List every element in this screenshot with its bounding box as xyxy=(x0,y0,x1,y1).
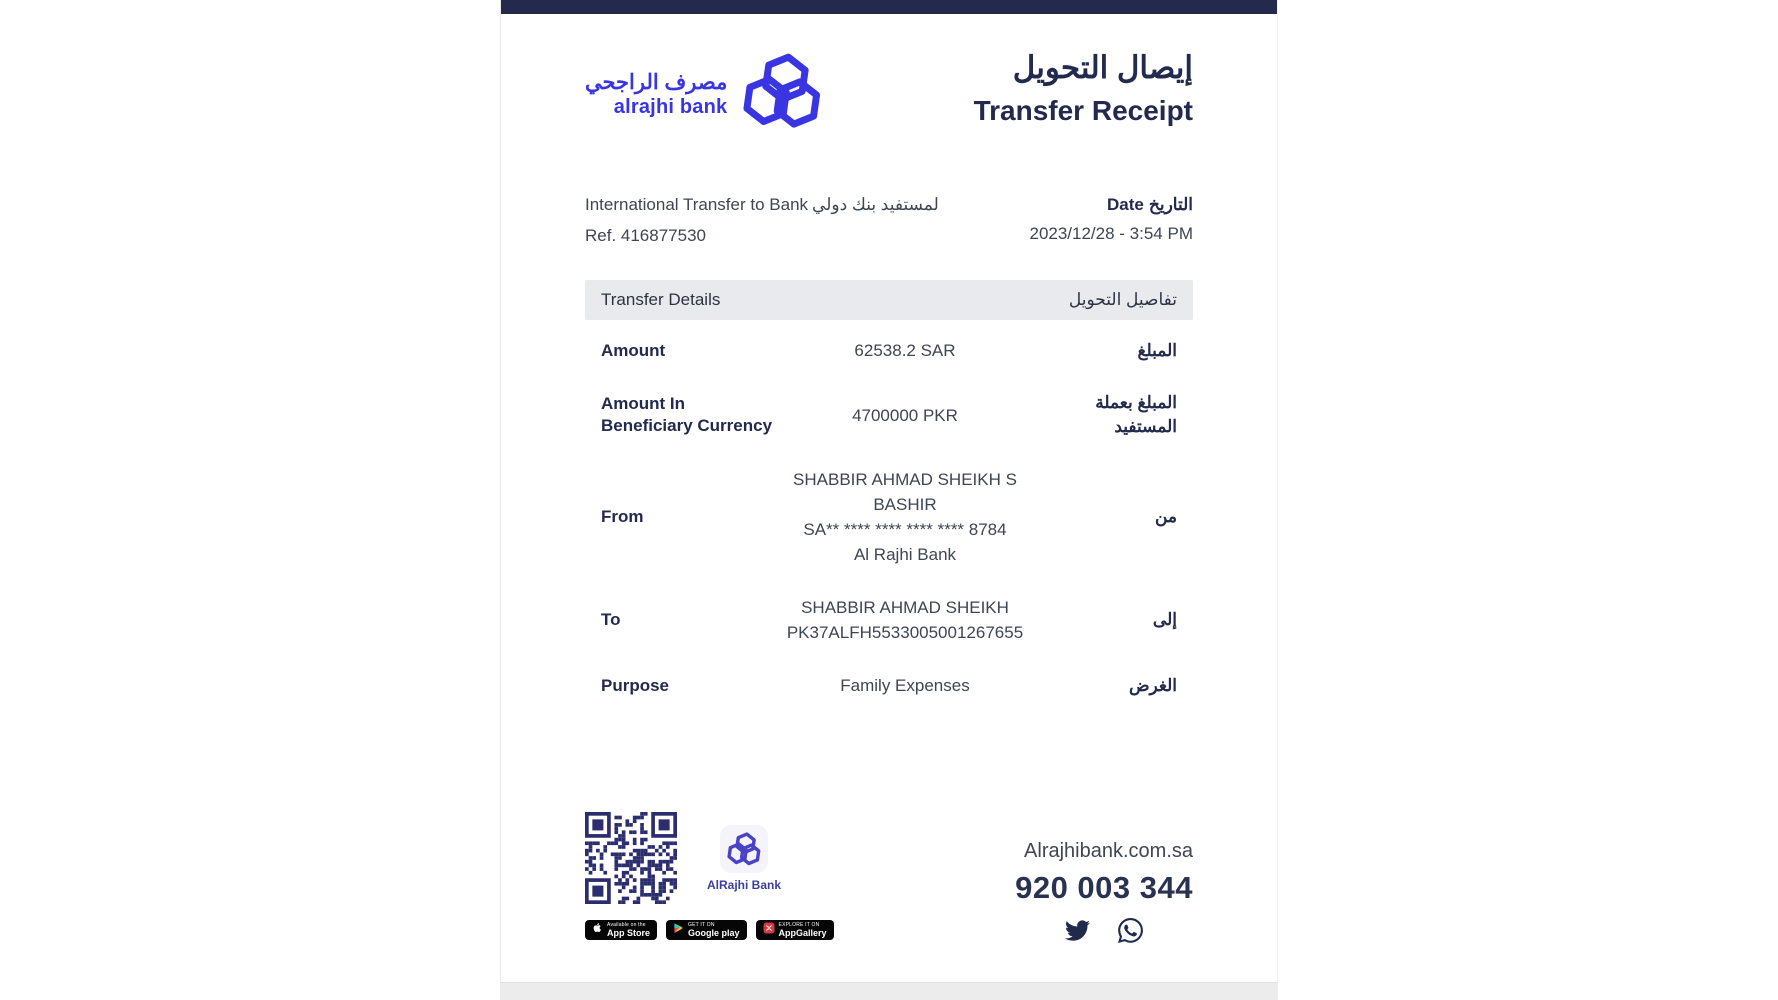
detail-row xyxy=(585,377,1193,453)
alrajhi-app-chip xyxy=(707,825,781,892)
row-label-ar: الغرض xyxy=(1128,675,1177,695)
alrajhi-logo xyxy=(585,50,823,137)
row-label-ar: المبلغ xyxy=(1137,340,1177,360)
alrajhi-emblem-icon xyxy=(741,50,823,137)
detail-row xyxy=(585,581,1193,659)
top-navy-bar xyxy=(501,0,1277,14)
transfer-type-ar: لمستفيد بنك دولي xyxy=(812,195,939,214)
date-label-ar: التاريخ xyxy=(1148,195,1193,214)
row-value: 62538.2 SAR xyxy=(854,341,956,360)
row-label-en: Amount xyxy=(601,340,666,360)
apple-icon xyxy=(592,921,603,939)
receipt-meta xyxy=(585,195,1193,246)
receipt-header xyxy=(585,50,1193,137)
row-label-en: Purpose xyxy=(601,675,670,695)
row-label-en: Amount In Beneficiary Currency xyxy=(601,394,773,435)
whatsapp-icon[interactable] xyxy=(1118,918,1143,943)
reference-number: Ref. 416877530 xyxy=(585,226,706,245)
date-label xyxy=(1029,195,1193,215)
google-play-badge[interactable] xyxy=(666,920,747,940)
app-chip-label: AlRajhi Bank xyxy=(707,877,782,892)
badge-top-text: GET IT ON xyxy=(688,922,715,928)
details-rows xyxy=(585,324,1193,712)
detail-row xyxy=(585,453,1193,581)
section-title-en: Transfer Details xyxy=(601,290,721,309)
store-badges xyxy=(585,920,834,940)
appgallery-badge[interactable] xyxy=(756,920,834,940)
badge-top-text: Available on the xyxy=(607,922,646,928)
detail-row xyxy=(585,324,1193,377)
row-value: SHABBIR AHMAD SHEIKH S BASHIR SA** **** **** **** **** 8784 Al Rajhi Bank xyxy=(793,470,1017,564)
badge-top-text: EXPLORE IT ON xyxy=(778,922,820,928)
title-english: Transfer Receipt xyxy=(973,95,1193,126)
row-value: 4700000 PKR xyxy=(852,405,958,425)
badge-main-text: AppGallery xyxy=(778,928,827,938)
alrajhi-wordmark xyxy=(585,70,727,118)
badge-main-text: App Store xyxy=(607,928,651,938)
app-store-badge[interactable] xyxy=(585,920,657,940)
title-arabic: إيصال التحويل xyxy=(1012,50,1193,85)
row-label-en: From xyxy=(601,507,644,526)
logo-latin-text: alrajhi bank xyxy=(613,95,728,118)
alrajhi-app-icon xyxy=(720,825,768,873)
twitter-icon[interactable] xyxy=(1065,918,1090,943)
row-label-ar: من xyxy=(1154,507,1177,526)
date-label-en: Date xyxy=(1107,195,1144,214)
receipt-footer xyxy=(585,812,1193,943)
transfer-type-en: International Transfer to Bank xyxy=(585,195,809,214)
appgallery-icon xyxy=(763,921,775,939)
section-title-ar: تفاصيل التحويل xyxy=(1068,290,1177,309)
date-value: 2023/12/28 - 3:54 PM xyxy=(1029,224,1193,243)
row-value: Family Expenses xyxy=(840,676,970,695)
viewer-bottom-strip xyxy=(500,982,1278,1000)
badge-main-text: Google play xyxy=(688,928,740,938)
transfer-type xyxy=(585,195,943,215)
logo-arabic-text: مصرف الراجحي xyxy=(585,70,728,94)
phone-number: 920 003 344 xyxy=(1015,870,1193,905)
row-label-ar: إلى xyxy=(1152,610,1177,629)
receipt-title-block xyxy=(974,50,1193,127)
transfer-details-section-header xyxy=(585,280,1193,320)
detail-row xyxy=(585,659,1193,712)
row-value: SHABBIR AHMAD SHEIKH PK37ALFH5533005001267655 xyxy=(786,598,1024,642)
website-url[interactable]: Alrajhibank.com.sa xyxy=(1024,840,1193,862)
row-label-en: To xyxy=(601,610,621,629)
row-label-ar: المبلغ بعملة المستفيد xyxy=(1095,393,1177,436)
receipt-document xyxy=(500,0,1278,982)
google-play-icon xyxy=(673,921,684,939)
qr-code xyxy=(585,812,677,904)
